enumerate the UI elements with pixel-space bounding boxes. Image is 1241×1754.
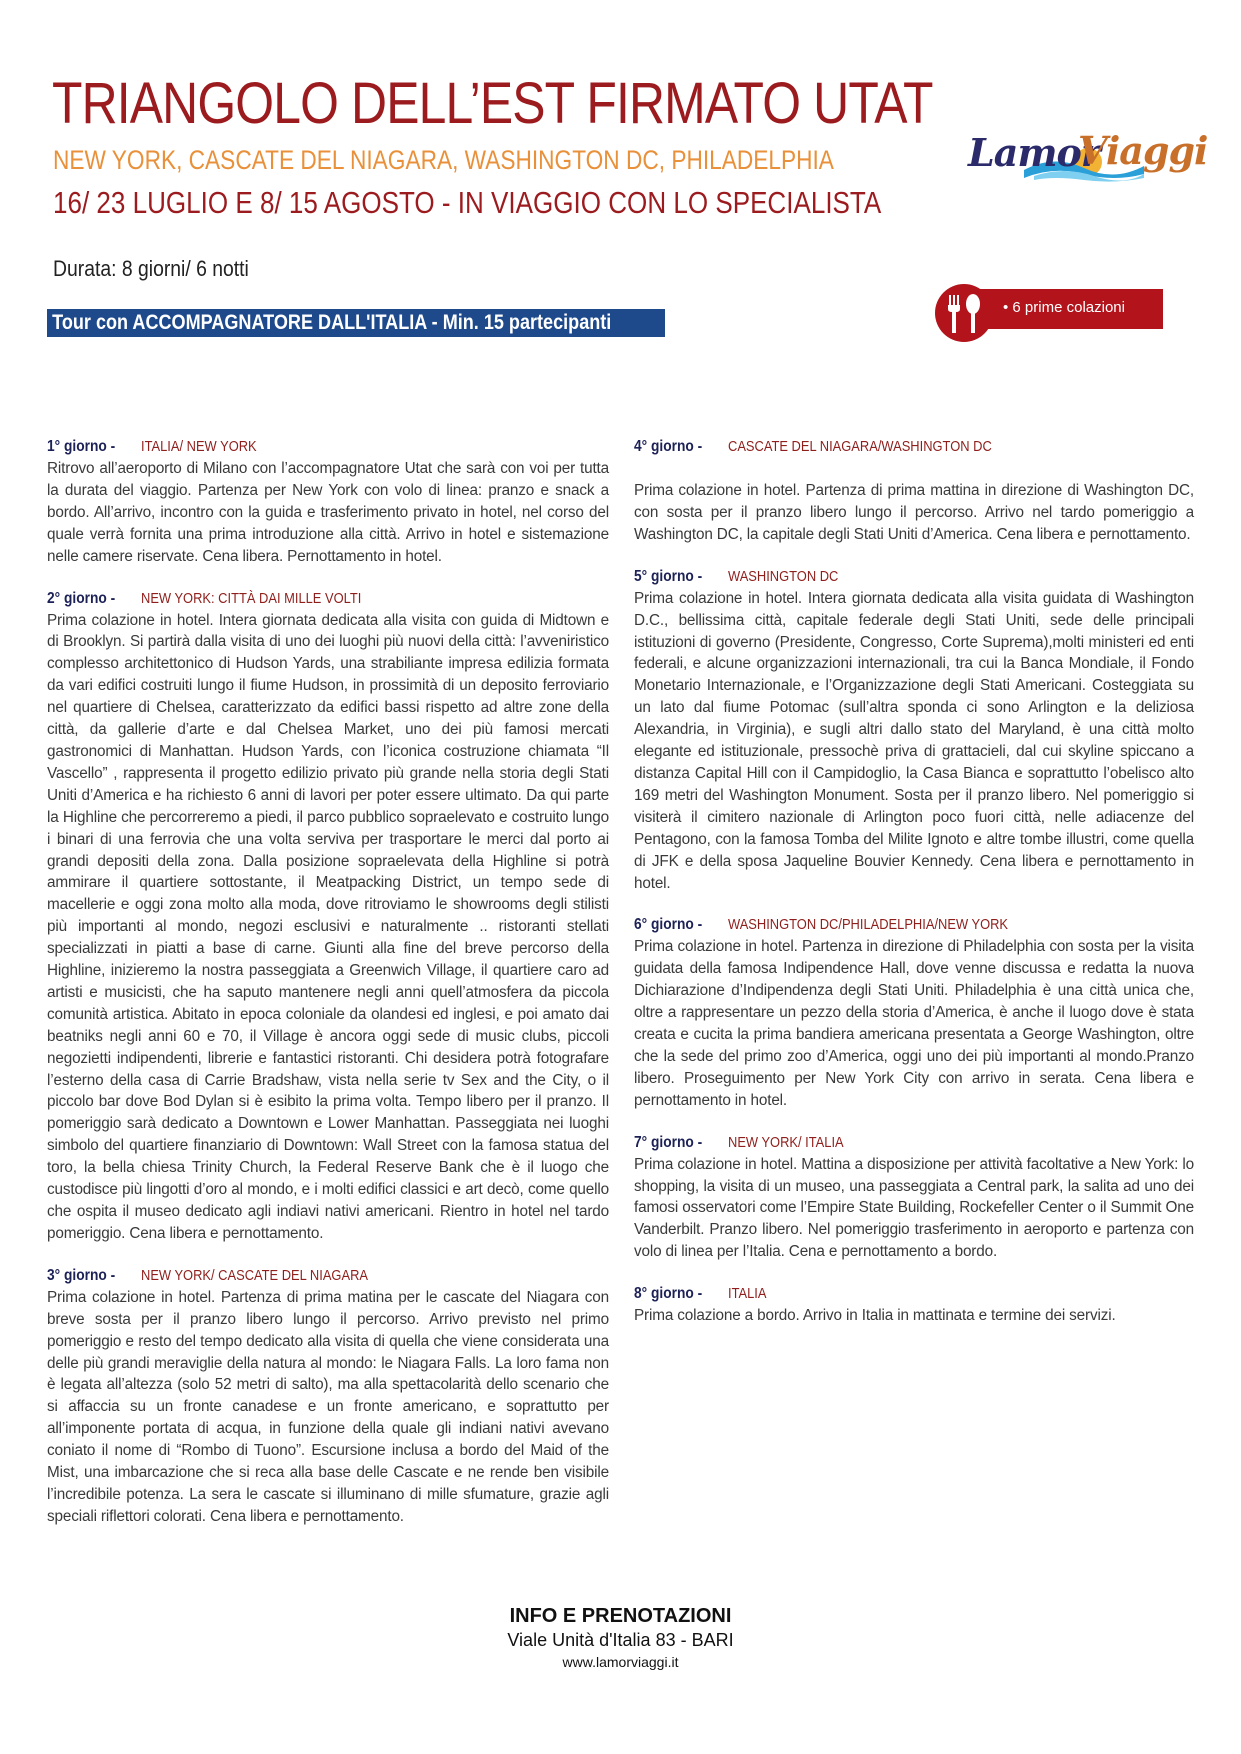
day-4-number: 4° giorno - (634, 438, 703, 455)
day-1-number: 1° giorno - (47, 438, 116, 455)
day-1-section (47, 436, 609, 568)
day-3-number: 3° giorno - (47, 1266, 116, 1284)
day-6-place: WASHINGTON DC/PHILADELPHIA/NEW YORK (728, 916, 1009, 934)
lamor-viaggi-logo (962, 124, 1208, 188)
day-8-section (634, 1283, 1194, 1327)
day-1-description: Ritrovo all’aeroporto di Milano con l’accompagnatore Utat che sarà con voi per tutta la durata del viaggio. Partenza per New York con volo di linea: pranzo e snack a bordo. All’arrivo, incontro con la guida e trasferimento privato in hotel, nel corso del quale verrà fornita una prima introduzione alla città. Arrivo in hotel e sistemazione nelle camere riservate. Cena libera. Pernottamento in hotel. (47, 460, 609, 565)
logo-text-lamor: Lamor (968, 130, 1100, 175)
footer-heading: INFO E PRENOTAZIONI (509, 1605, 732, 1627)
meals-badge (935, 285, 1163, 341)
day-7-section (634, 1132, 1194, 1264)
itinerary-column-right (634, 436, 1194, 1347)
day-7-description: Prima colazione in hotel. Mattina a disposizione per attività facoltative a New York: lo shopping, la visita di un museo, una passeggiata a Central park, la salita ad uno dei famosi osservatori come l’Empire State Building, Rockefeller Center o il Summit One Vanderbilt. Pranzo libero. Nel pomeriggio trasferimento in aeroporto e partenza con volo di linea per l’Italia. Cena e pernottamento a bordo. (634, 1155, 1194, 1261)
fork-spoon-icon (945, 293, 985, 335)
tour-banner-text: Tour con ACCOMPAGNATORE DALL'ITALIA - Min. 15 partecipanti (52, 311, 612, 334)
day-3-description: Prima colazione in hotel. Partenza di prima matina per le cascate del Niagara con breve sosta per il pranzo libero lungo il percorso. Arrivo previsto nel primo pomeriggio e resto del tempo dedicato alla visita di quella che viene considerata una delle più grandi meraviglie della natura al mondo: le Niagara Falls. La loro fama non è legata all’altezza (solo 52 metri di salto), ma alla spettacolarità dello scenario che si affaccia su un fronte canadese e un fronte americano, e soprattutto per all’imponente portata di acqua, in funzione della quale gli indiani nativi avevano coniato il nome di “Rombo di Tuono”. Escursione inclusa a bordo del Maid of the Mist, una imbarcazione che si reca alla base delle Cascate e ne rende ben visibile l’incredibile potenza. La sera le cascate si illuminano di mille sfumature, grazie agli speciali riflettori colorati. Cena libera e pernottamento. (47, 1288, 609, 1525)
day-8-place: ITALIA (728, 1285, 767, 1303)
day-5-number: 5° giorno - (634, 567, 703, 585)
day-6-section (634, 914, 1194, 1111)
itinerary-column-left (47, 436, 609, 1548)
day-2-description: Prima colazione in hotel. Intera giornata dedicata alla visita con guida di Midtown e di Brooklyn. Si partirà dalla visita di uno dei luoghi più nuovi della città: l’avveniristico complesso architettonico di Hudson Yards, una strabiliante impresa edilizia formata da vari edifici costruiti lungo il fiume Hudson, in prossimità di un deposito ferroviario nel quartiere di Chelsea, caratterizzato da edifici bassi rispetto ad altre zone della città, da gallerie d’arte e dal Chelsea Market, uno dei più famosi mercati gastronomici di Manhattan. Hudson Yards, con l’iconica costruzione chiamata “Il Vascello” , rappresenta il progetto edilizio privato più grande nella storia degli Stati Uniti d’America e ha richiesto 6 anni di lavori per poter essere ultimato. Da qui parte la Highline che percorreremo a piedi, il parco pubblico sopraelevato e costruito lungo i binari di una ferrovia che una volta serviva per trasportare le merci dal porto ai grandi depositi della zona. Dalla posizione sopraelevata della Highline si potrà ammirare il quartiere sottostante, il Meatpacking District, un tempo sede di macellerie e oggi zona molto alla moda, dove ritroviamo le showrooms degli stilisti più importanti al mondo, negozi esclusivi e naturalmente .. ristoranti stellati specializzati in piatti a base di carne. Giunti alla fine del breve percorso della Highline, inizieremo la nostra passeggiata a Greenwich Village, il quartiere caro ad artisti e musicisti, che ha saputo mantenere negli anni quell’atmosfera da piccola comunità artistica. Abitato in epoca coloniale da olandesi ed inglesi, e poi amato dai beatniks negli anni 60 e 70, il Village è ancora oggi sede di music clubs, piccoli negozietti indipendenti, librerie e fantastici ristoranti. Chi desidera potrà fotografare l’esterno della casa di Carrie Bradshaw, vista nella serie tv Sex and the City, o il piccolo bar dove Bod Dylan si è esibito la prima volta. Tempo libero per il pranzo. Il pomeriggio sarà dedicato a Downtown e Lower Manhattan. Passeggiata nei luoghi simbolo del quartiere finanziario di Downtown: Wall Street con la famosa statua del toro, la bella chiesa Trinity Church, la Federal Reserve Bank che è il luogo che custodisce più lingotti d’oro al mondo, e i molti edifici classici e art decò, come quello che ospita il museo dedicato agli indiavi nativi americani. Rientro in hotel nel tardo pomeriggio. Cena libera e pernottamento. (47, 611, 609, 1242)
day-2-section (47, 588, 609, 1245)
day-7-place: NEW YORK/ ITALIA (728, 1133, 844, 1151)
day-4-section (634, 436, 1194, 546)
day-1-place: ITALIA/ NEW YORK (141, 438, 257, 455)
day-6-number: 6° giorno - (634, 916, 703, 934)
meals-badge-label: • 6 prime colazioni (1003, 299, 1125, 316)
travel-dates: 16/ 23 LUGLIO E 8/ 15 AGOSTO - IN VIAGGIO CON LO SPECIALISTA (53, 185, 882, 220)
contact-footer (0, 1604, 1241, 1672)
day-4-place: CASCATE DEL NIAGARA/WASHINGTON DC (728, 438, 992, 455)
day-4-description: Prima colazione in hotel. Partenza di prima mattina in direzione di Washington DC, con sosta per il pranzo libero lungo il percorso. Arrivo nel tardo pomeriggio a Washington DC, la capitale degli Stati Uniti d’America. Cena libera e pernottamento. (634, 482, 1194, 543)
day-8-description: Prima colazione a bordo. Arrivo in Italia in mattinata e termine dei servizi. (634, 1307, 1116, 1325)
day-6-description: Prima colazione in hotel. Partenza in direzione di Philadelphia con sosta per la visita guidata della famosa Indipendence Hall, dove venne discussa e redatta la nuova Dichiarazione d’Indipendenza degli Stati Uniti. Philadelphia è una città unica che, oltre a rappresentare un pezzo della storia d’America, è anche il luogo dove è stata creata e cucita la prima bandiera americana presentata a George Washington, oltre che la sede del primo zoo d’America, oggi uno dei più importanti al mondo.Pranzo libero. Proseguimento per New York City con arrivo in serata. Cena libera e pernottamento in hotel. (634, 938, 1194, 1109)
day-3-place: NEW YORK/ CASCATE DEL NIAGARA (141, 1266, 368, 1284)
footer-website-link[interactable]: www.lamorviaggi.it (562, 1654, 679, 1670)
tour-banner (47, 309, 665, 337)
destinations-subtitle: NEW YORK, CASCATE DEL NIAGARA, WASHINGTON DC, PHILADELPHIA (53, 145, 834, 175)
day-7-number: 7° giorno - (634, 1133, 703, 1151)
page-title: TRIANGOLO DELL’EST FIRMATO UTAT (52, 71, 933, 136)
day-3-section (47, 1265, 609, 1528)
day-5-description: Prima colazione in hotel. Intera giornata dedicata alla visita guidata di Washington D.C., bellissima città, capitale federale degli Stati Uniti, sede delle principali istituzioni di governo (Presidente, Congresso, Corte Suprema),molti ministeri ed enti federali, e alcune organizzazioni internazionali, tra cui la Banca Mondiale, il Fondo Monetario Internazionale, e l’Organizzazione degli Stati Americani. Costeggiata su un lato dal fiume Potomac (sull’altra sponda ci sono Arlington e la deliziosa Alexandria, in Virginia), e sugli altri dallo stato del Maryland, è una città molto elegante ed istituzionale, pressochè priva di grattacieli, dal cui skyline spiccano a distanza Capital Hill con il Campidoglio, la Casa Bianca e soprattutto l’obelisco alto 169 metri del Washington Monument. Sosta per il pranzo libero. Nel pomeriggio si visiterà il cimitero nazionale di Arlington poco fuori città, nelle adiacenze del Pentagono, con la famosa Tomba del Milite Ignoto e altre tombe illustri, come quella di JFK e della sposa Jaqueline Bouvier Kennedy. Cena libera e pernottamento in hotel. (634, 589, 1194, 892)
duration-label: Durata: 8 giorni/ 6 notti (53, 256, 249, 281)
day-5-section (634, 566, 1194, 895)
day-5-place: WASHINGTON DC (728, 567, 839, 585)
spacer (634, 458, 1194, 480)
logo-text-viaggi: Viaggi (1078, 128, 1208, 173)
day-8-number: 8° giorno - (634, 1285, 703, 1303)
day-2-number: 2° giorno - (47, 589, 116, 607)
day-2-place: NEW YORK: CITTÀ DAI MILLE VOLTI (141, 589, 362, 607)
footer-address: Viale Unità d'Italia 83 - BARI (507, 1630, 734, 1650)
